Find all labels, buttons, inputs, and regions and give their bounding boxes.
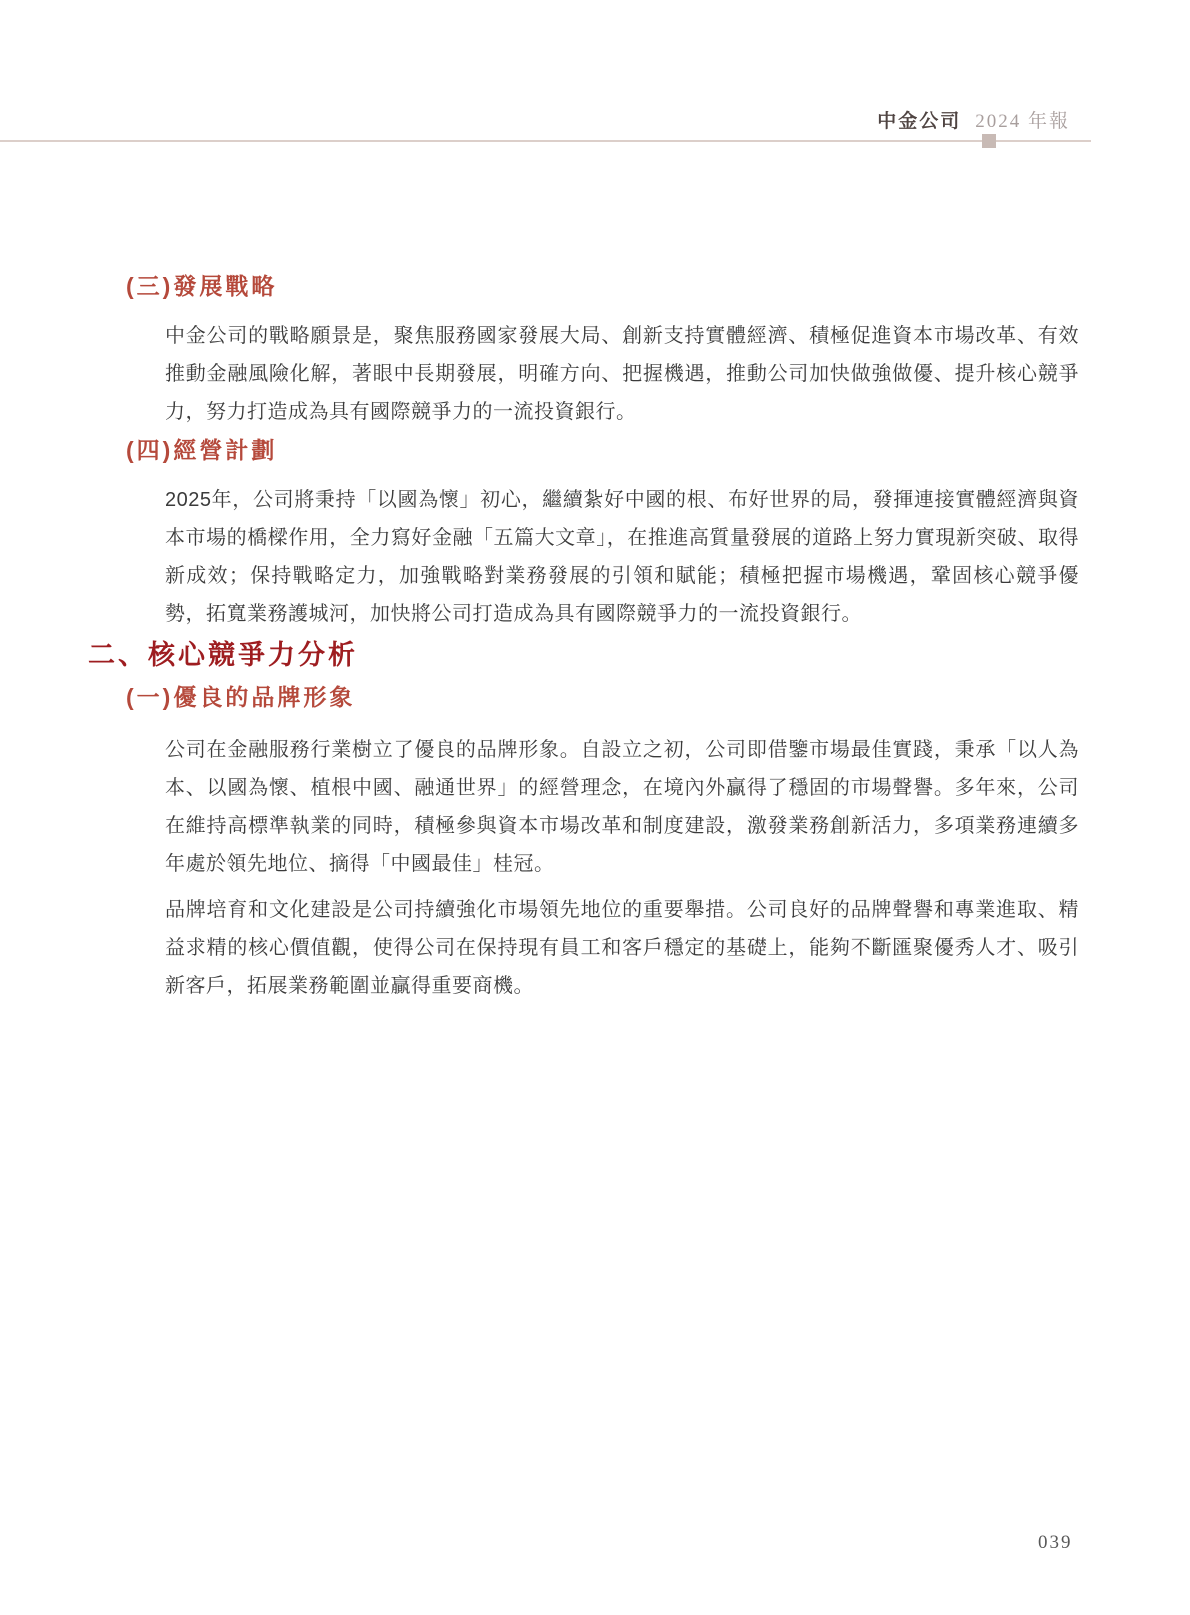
running-header — [877, 106, 1070, 133]
header-rule — [0, 140, 1091, 142]
chapter-heading-core-competitiveness: 二、核心競爭力分析 — [88, 640, 358, 670]
page-number: 039 — [1038, 1532, 1073, 1553]
paragraph-development-strategy: 中金公司的戰略願景是，聚焦服務國家發展大局、創新支持實體經濟、積極促進資本市場改革、有效推動金融風險化解，著眼中長期發展，明確方向、把握機遇，推動公司加快做強做優、提升核心競爭力，努力打造成為具有國際競爭力的一流投資銀行。 — [165, 325, 1079, 423]
company-name: 中金公司 — [877, 111, 962, 132]
header-rule-square-marker — [982, 134, 996, 148]
paragraph-brand-image-2: 品牌培育和文化建設是公司持續強化市場領先地位的重要舉措。公司良好的品牌聲譽和專業進取、精益求精的核心價值觀，使得公司在保持現有員工和客戶穩定的基礎上，能夠不斷匯聚優秀人才、吸引新客戶，拓展業務範圍並贏得重要商機。 — [165, 899, 1079, 997]
paragraph-business-plan: 2025年，公司將秉持「以國為懷」初心，繼續紮好中國的根、布好世界的局，發揮連接實體經濟與資本市場的橋樑作用，全力寫好金融「五篇大文章」，在推進高質量發展的道路上努力實現新突破、取得新成效；保持戰略定力，加強戰略對業務發展的引領和賦能；積極把握市場機遇，鞏固核心競爭優勢，拓寬業務護城河，加快將公司打造成為具有國際競爭力的一流投資銀行。 — [165, 489, 1079, 625]
section-heading-brand-image: (一)優良的品牌形象 — [126, 684, 356, 710]
paragraph-brand-image-1: 公司在金融服務行業樹立了優良的品牌形象。自設立之初，公司即借鑒市場最佳實踐，秉承「以人為本、以國為懷、植根中國、融通世界」的經營理念，在境內外贏得了穩固的市場聲譽。多年來，公司在維持高標準執業的同時，積極參與資本市場改革和制度建設，激發業務創新活力，多項業務連續多年處於領先地位、摘得「中國最佳」桂冠。 — [165, 739, 1079, 875]
report-edition: 2024 年報 — [975, 111, 1070, 132]
section-heading-business-plan: (四)經營計劃 — [126, 437, 278, 463]
section-heading-development-strategy: (三)發展戰略 — [126, 273, 278, 299]
